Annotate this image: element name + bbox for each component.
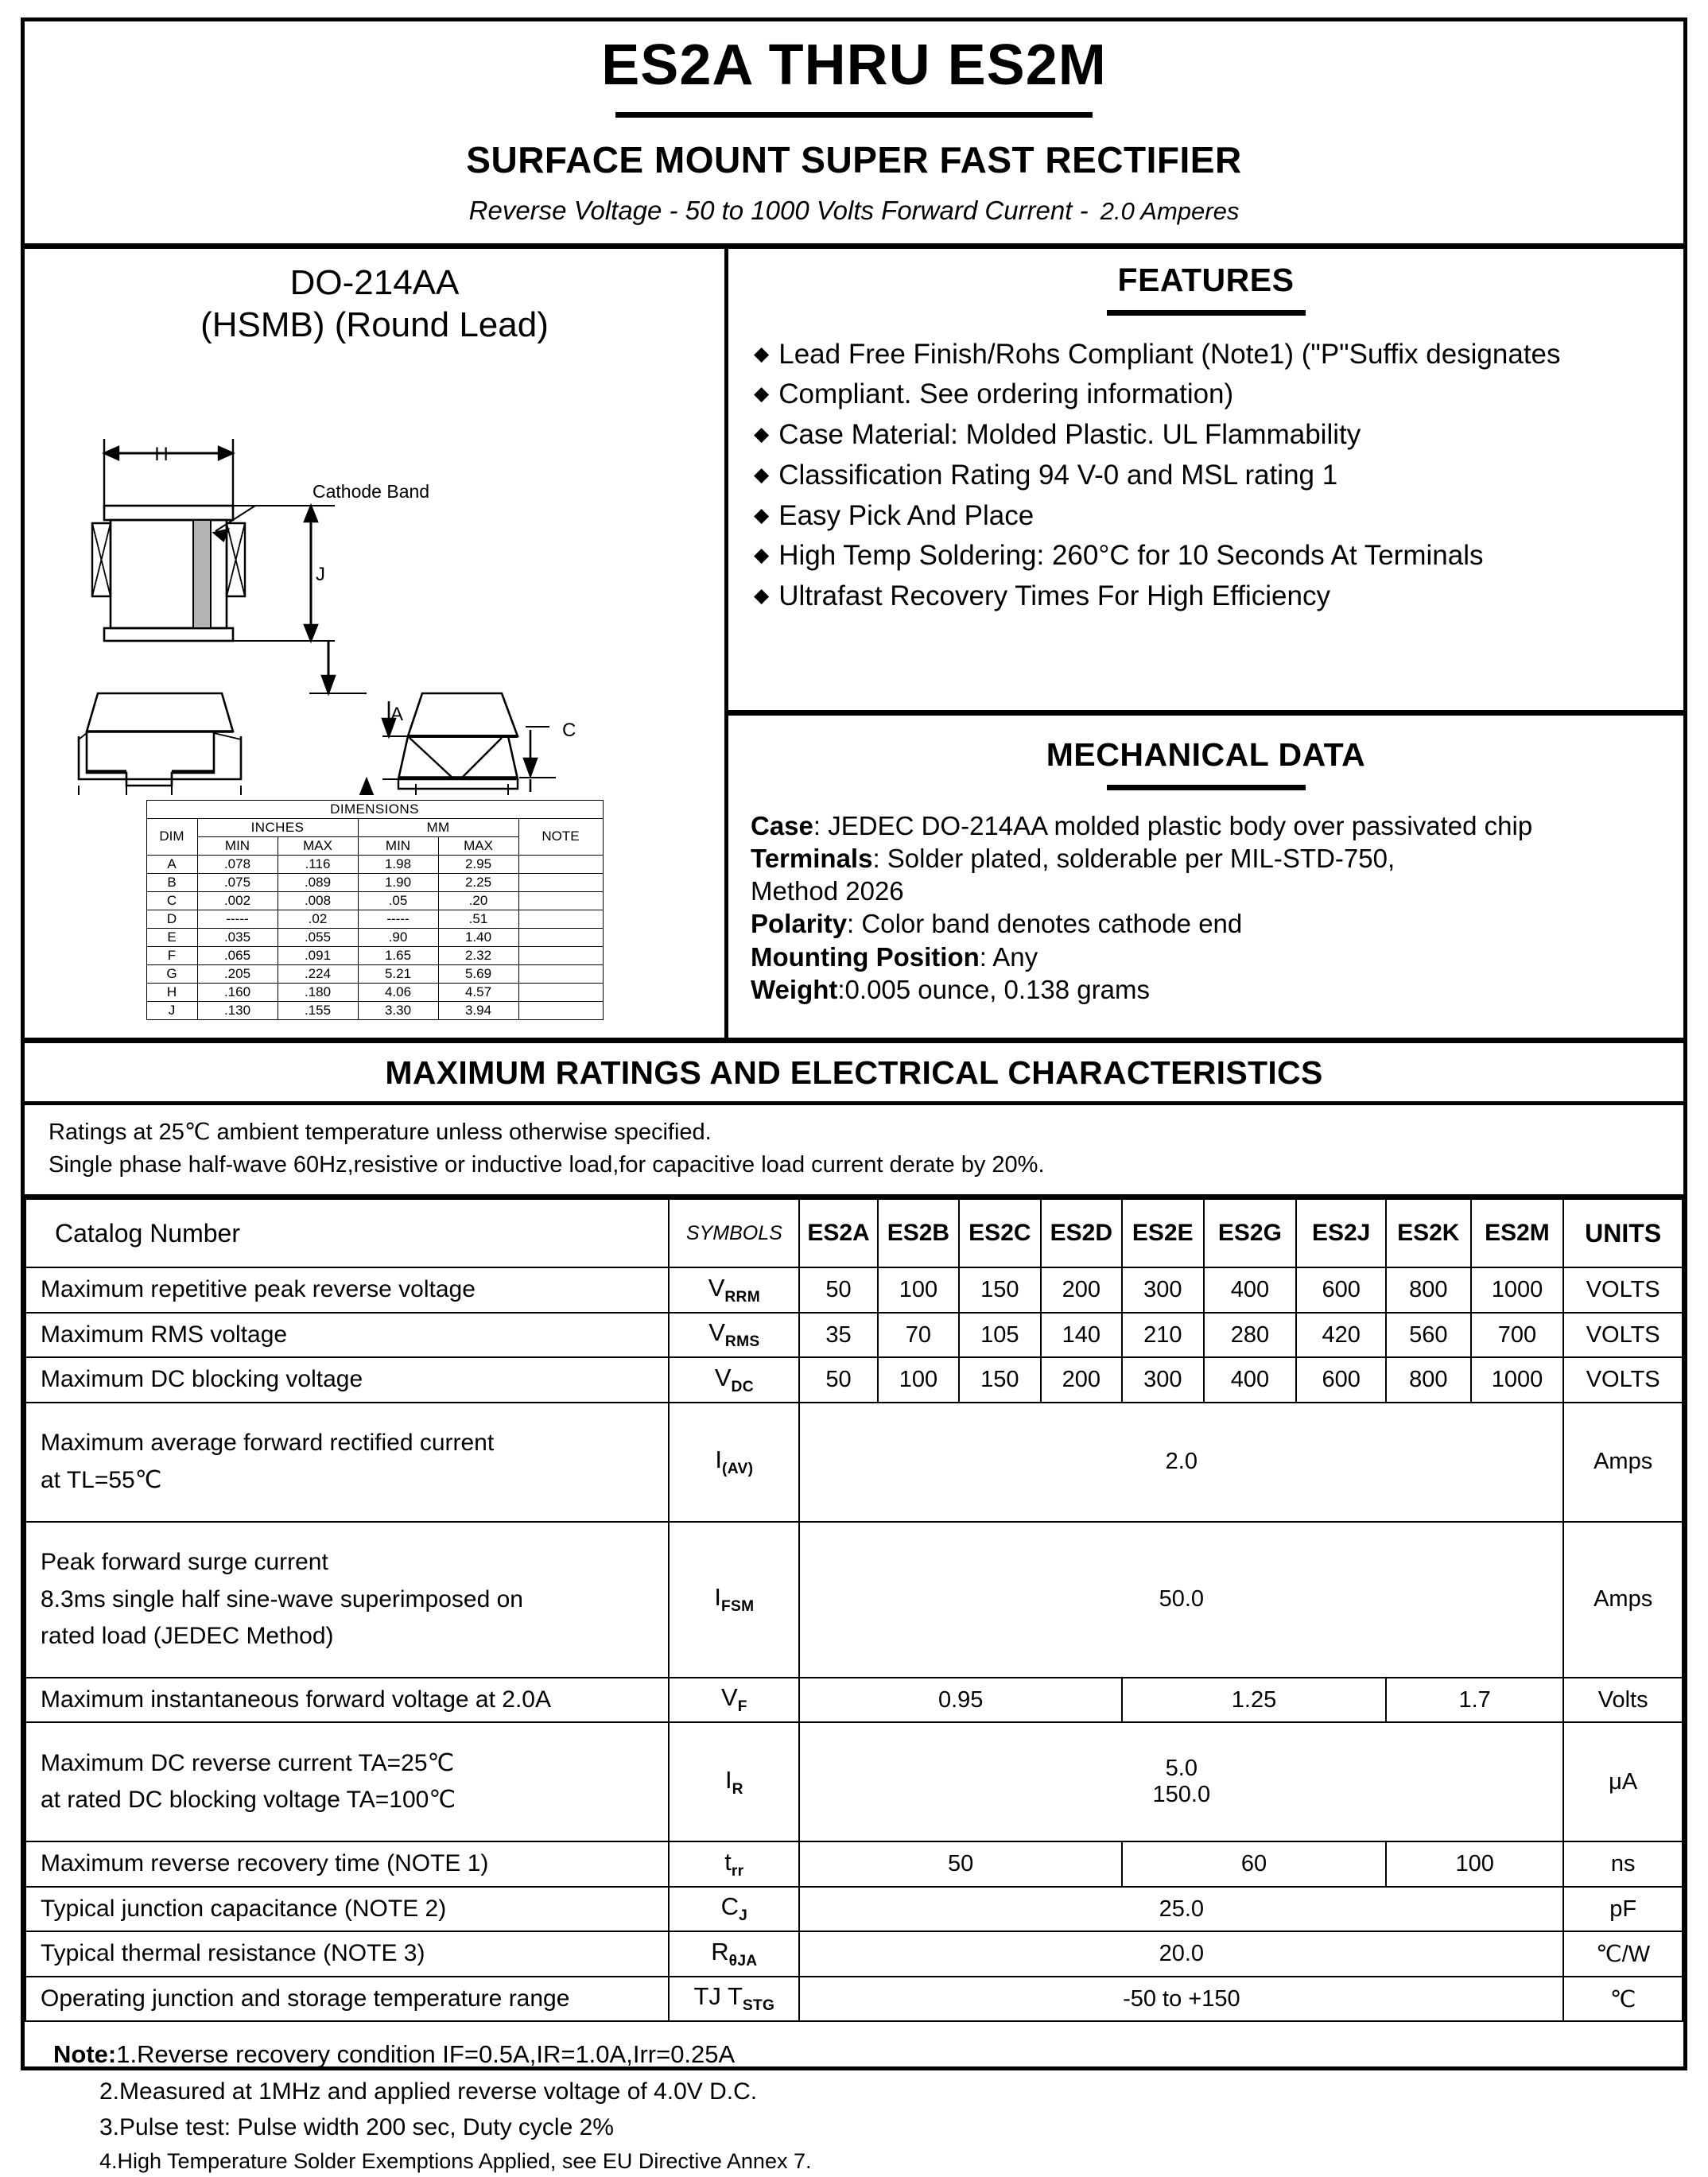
part-header-es2a: ES2A — [799, 1199, 877, 1267]
dim-label-J: J — [316, 563, 325, 585]
symbol-main: V — [708, 1318, 725, 1347]
catalog-number-header: Catalog Number — [25, 1199, 669, 1267]
diamond-bullet-icon: ◆ — [754, 544, 770, 567]
part-header-es2d: ES2D — [1041, 1199, 1122, 1267]
table-row — [25, 1522, 1683, 1678]
list-item — [751, 576, 1661, 617]
info-column — [728, 249, 1683, 1038]
dim-in-min: .160 — [197, 983, 278, 1001]
mid-section — [25, 249, 1683, 1043]
dim-note — [518, 891, 603, 910]
dim-in-max: .116 — [278, 855, 358, 873]
table-row — [146, 964, 603, 983]
dim-mm-max-header: MAX — [438, 836, 518, 855]
table-row — [146, 946, 603, 964]
diamond-bullet-icon: ◆ — [754, 342, 770, 365]
dim-in-min: .205 — [197, 964, 278, 983]
part-header-es2j: ES2J — [1296, 1199, 1386, 1267]
value-cell: 300 — [1122, 1267, 1203, 1313]
mechanical-line — [751, 842, 1661, 875]
symbol-cell — [669, 1977, 799, 2022]
table-row — [25, 1841, 1683, 1887]
dimensions-table-wrap — [25, 795, 724, 1030]
dim-mm-max: 5.69 — [438, 964, 518, 983]
note-2-text: 2.Measured at 1MHz and applied reverse voltage of 4.0V D.C. — [99, 2078, 758, 2105]
value-cell: 200 — [1041, 1357, 1122, 1403]
dim-col-header: DIM — [146, 818, 197, 855]
list-item — [751, 374, 1661, 415]
symbol-sub: RRM — [724, 1289, 761, 1306]
ratings-tbody — [25, 1199, 1683, 2021]
param-label: Maximum repetitive peak reverse voltage — [25, 1267, 669, 1313]
dim-note — [518, 983, 603, 1001]
dim-key: B — [146, 873, 197, 891]
dim-in-max: .091 — [278, 946, 358, 964]
symbol-main: V — [714, 1363, 732, 1391]
param-line: Peak forward surge current — [41, 1549, 328, 1576]
param-line: 8.3ms single half sine-wave superimposed on — [41, 1585, 523, 1612]
value-cell: 600 — [1296, 1267, 1386, 1313]
dim-in-max: .008 — [278, 891, 358, 910]
unit-cell: Amps — [1563, 1522, 1683, 1678]
unit-cell: Amps — [1563, 1403, 1683, 1522]
table-row — [25, 1977, 1683, 2022]
dim-mm-min: 1.90 — [358, 873, 438, 891]
value-cell: 300 — [1122, 1357, 1203, 1403]
value-cell: 200 — [1041, 1267, 1122, 1313]
header-block — [25, 21, 1683, 249]
value-cell-span: 100 — [1386, 1841, 1563, 1887]
dim-mm-max: 2.32 — [438, 946, 518, 964]
value-cell-span — [799, 1722, 1563, 1841]
dim-in-max: .055 — [278, 928, 358, 946]
part-header-es2c: ES2C — [959, 1199, 1040, 1267]
table-row — [25, 1313, 1683, 1358]
param-label: Maximum DC blocking voltage — [25, 1357, 669, 1403]
dim-key: F — [146, 946, 197, 964]
table-row — [25, 1267, 1683, 1313]
symbol-cell — [669, 1357, 799, 1403]
dim-key: C — [146, 891, 197, 910]
mech-value: : Solder plated, solderable per MIL-STD-750, — [872, 843, 1396, 873]
dim-label-A: A — [390, 703, 404, 725]
table-row — [25, 1403, 1683, 1522]
value-line: 150.0 — [1152, 1782, 1211, 1808]
table-row — [146, 1001, 603, 1019]
table-row — [25, 1931, 1683, 1977]
unit-cell: ℃ — [1563, 1977, 1683, 2022]
value-cell: 560 — [1386, 1313, 1471, 1358]
table-row — [146, 928, 603, 946]
param-label: Operating junction and storage temperature range — [25, 1977, 669, 2022]
feature-text: Case Material: Molded Plastic. UL Flammability — [778, 419, 1361, 451]
dim-inch-min-header: MIN — [197, 836, 278, 855]
symbol-sub: (AV) — [722, 1461, 754, 1478]
table-row — [25, 1678, 1683, 1723]
list-item — [751, 335, 1661, 375]
page-title: ES2A THRU ES2M — [601, 33, 1107, 97]
value-cell-span: 50.0 — [799, 1522, 1563, 1678]
header-subtitle: SURFACE MOUNT SUPER FAST RECTIFIER — [466, 138, 1242, 180]
symbol-cell — [669, 1678, 799, 1723]
dim-mm-min: 1.98 — [358, 855, 438, 873]
dim-in-min: .130 — [197, 1001, 278, 1019]
mech-value: : Color band denotes cathode end — [847, 909, 1243, 939]
symbol-main: TJ T — [693, 1982, 743, 2011]
value-cell: 140 — [1041, 1313, 1122, 1358]
dim-mm-min: 4.06 — [358, 983, 438, 1001]
dim-mm-max: .51 — [438, 910, 518, 928]
param-label: Typical thermal resistance (NOTE 3) — [25, 1931, 669, 1977]
value-cell: 800 — [1386, 1267, 1471, 1313]
part-header-es2k: ES2K — [1386, 1199, 1471, 1267]
value-cell: 50 — [799, 1267, 877, 1313]
value-cell: 150 — [959, 1357, 1040, 1403]
ratings-conditions — [25, 1105, 1683, 1198]
mechanical-line — [751, 973, 1661, 1006]
symbol-cell — [669, 1522, 799, 1678]
mechanical-divider — [1107, 785, 1306, 790]
dim-key: J — [146, 1001, 197, 1019]
features-divider — [1107, 310, 1306, 316]
symbol-sub: J — [739, 1907, 748, 1925]
mech-label: Weight — [751, 974, 838, 1004]
dim-in-max: .155 — [278, 1001, 358, 1019]
mech-value: Method 2026 — [751, 876, 904, 906]
unit-cell: VOLTS — [1563, 1313, 1683, 1358]
dim-key: G — [146, 964, 197, 983]
list-item — [751, 415, 1661, 456]
mech-label: Polarity — [751, 909, 848, 939]
diamond-bullet-icon: ◆ — [754, 584, 770, 607]
symbol-cell — [669, 1931, 799, 1977]
symbol-main: C — [720, 1892, 739, 1921]
note-3-text: 3.Pulse test: Pulse width 200 sec, Duty cycle 2% — [99, 2113, 614, 2140]
dimensions-group-row — [146, 818, 603, 836]
value-cell-span: 20.0 — [799, 1931, 1563, 1977]
dim-key: A — [146, 855, 197, 873]
dim-key: D — [146, 910, 197, 928]
symbol-sub: FSM — [720, 1598, 755, 1616]
dim-in-min: .035 — [197, 928, 278, 946]
mech-label: Terminals — [751, 843, 873, 873]
param-line: at TL=55℃ — [41, 1466, 162, 1493]
dim-in-max: .089 — [278, 873, 358, 891]
mech-value: : JEDEC DO-214AA molded plastic body over passivated chip — [813, 810, 1533, 840]
unit-cell: VOLTS — [1563, 1357, 1683, 1403]
dim-note — [518, 873, 603, 891]
dim-key: H — [146, 983, 197, 1001]
value-cell: 400 — [1204, 1267, 1297, 1313]
value-cell: 280 — [1204, 1313, 1297, 1358]
value-cell-span: 1.7 — [1386, 1678, 1563, 1723]
dim-note — [518, 855, 603, 873]
feature-text: Lead Free Finish/Rohs Compliant (Note1) ("P"Suffix designates — [778, 338, 1561, 370]
value-line: 5.0 — [1165, 1756, 1198, 1782]
symbol-main: V — [721, 1683, 738, 1712]
value-cell: 700 — [1471, 1313, 1564, 1358]
table-row — [25, 1722, 1683, 1841]
mech-value: :0.005 ounce, 0.138 grams — [837, 974, 1150, 1004]
cathode-band-label: Cathode Band — [312, 480, 430, 502]
value-cell: 1000 — [1471, 1267, 1564, 1313]
symbol-main: V — [708, 1273, 725, 1302]
mechanical-heading: MECHANICAL DATA — [1046, 735, 1366, 773]
param-line: Maximum average forward rectified current — [41, 1430, 495, 1457]
table-row — [25, 1357, 1683, 1403]
features-section — [728, 249, 1683, 710]
note-line-1 — [53, 2036, 1683, 2074]
table-row — [146, 910, 603, 928]
value-cell: 420 — [1296, 1313, 1386, 1358]
note-1-text: 1.Reverse recovery condition IF=0.5A,IR=1.0A,Irr=0.25A — [116, 2040, 736, 2069]
dim-in-max: .224 — [278, 964, 358, 983]
value-cell: 1000 — [1471, 1357, 1564, 1403]
symbol-sub: F — [737, 1698, 747, 1716]
dim-mm-max: 2.25 — [438, 873, 518, 891]
ratings-table — [25, 1198, 1683, 2022]
title-divider — [615, 112, 1093, 118]
symbol-cell — [669, 1722, 799, 1841]
value-cell-span: 60 — [1122, 1841, 1386, 1887]
symbol-sub: STG — [742, 1997, 775, 2015]
dim-mm-min: 3.30 — [358, 1001, 438, 1019]
symbol-main: I — [724, 1765, 732, 1794]
notes-section — [25, 2022, 1683, 2177]
mechanical-line — [751, 809, 1661, 842]
dim-mm-max: .20 — [438, 891, 518, 910]
param-line: rated load (JEDEC Method) — [41, 1623, 334, 1650]
value-cell: 600 — [1296, 1357, 1386, 1403]
features-heading: FEATURES — [1117, 261, 1295, 298]
mechanical-data-section — [728, 710, 1683, 1038]
dimensions-table — [146, 800, 604, 1020]
part-header-es2g: ES2G — [1204, 1199, 1297, 1267]
dim-mm-min: ----- — [358, 910, 438, 928]
package-name — [25, 262, 724, 347]
dim-mm-max: 3.94 — [438, 1001, 518, 1019]
package-outline-svg — [25, 350, 728, 795]
feature-text: Compliant. See ordering information) — [778, 378, 1234, 410]
table-row — [146, 873, 603, 891]
part-header-es2b: ES2B — [878, 1199, 959, 1267]
diamond-bullet-icon: ◆ — [754, 382, 770, 406]
symbol-sub: θJA — [728, 1953, 758, 1970]
note-line-3 — [53, 2109, 1683, 2145]
symbol-sub: R — [732, 1780, 743, 1798]
dim-in-min: .078 — [197, 855, 278, 873]
value-cell: 35 — [799, 1313, 877, 1358]
param-label — [25, 1403, 669, 1522]
units-header: UNITS — [1563, 1199, 1683, 1267]
spec-voltage-text: Reverse Voltage - 50 to 1000 Volts Forward Current - — [468, 195, 1096, 225]
dim-in-min: .065 — [197, 946, 278, 964]
symbol-cell — [669, 1313, 799, 1358]
dim-mm-min-header: MIN — [358, 836, 438, 855]
value-cell: 100 — [878, 1357, 959, 1403]
dimensions-caption-row — [146, 800, 603, 818]
dim-mm-min: .90 — [358, 928, 438, 946]
package-name-line2: (HSMB) (Round Lead) — [200, 305, 549, 345]
dim-group-mm: MM — [358, 818, 518, 836]
value-cell: 70 — [878, 1313, 959, 1358]
mech-label: Case — [751, 810, 813, 840]
value-cell: 800 — [1386, 1357, 1471, 1403]
unit-cell: μA — [1563, 1722, 1683, 1841]
dim-note-header: NOTE — [518, 818, 603, 855]
value-cell-span: 2.0 — [799, 1403, 1563, 1522]
dim-in-max: .02 — [278, 910, 358, 928]
value-cell-span: 0.95 — [799, 1678, 1122, 1723]
symbol-cell — [669, 1841, 799, 1887]
list-item — [751, 496, 1661, 537]
unit-cell: pF — [1563, 1887, 1683, 1932]
dim-mm-min: 1.65 — [358, 946, 438, 964]
table-row — [25, 1887, 1683, 1932]
notes-label: Note: — [53, 2040, 117, 2069]
list-item — [751, 456, 1661, 496]
dim-in-min: ----- — [197, 910, 278, 928]
part-header-es2m: ES2M — [1471, 1199, 1564, 1267]
symbol-main: I — [714, 1583, 721, 1612]
dim-note — [518, 1001, 603, 1019]
value-cell: 210 — [1122, 1313, 1203, 1358]
unit-cell: ns — [1563, 1841, 1683, 1887]
feature-text: Easy Pick And Place — [778, 499, 1035, 531]
mech-value: : Any — [979, 941, 1038, 972]
value-cell: 400 — [1204, 1357, 1297, 1403]
dim-in-min: .075 — [197, 873, 278, 891]
list-item — [751, 536, 1661, 576]
param-label: Maximum RMS voltage — [25, 1313, 669, 1358]
value-cell-span: 1.25 — [1122, 1678, 1386, 1723]
dim-mm-max: 4.57 — [438, 983, 518, 1001]
symbol-cell — [669, 1887, 799, 1932]
feature-text: Classification Rating 94 V-0 and MSL rating 1 — [778, 459, 1338, 491]
param-label: Maximum instantaneous forward voltage at 2.0A — [25, 1678, 669, 1723]
ratings-header-row — [25, 1199, 1683, 1267]
diamond-bullet-icon: ◆ — [754, 463, 770, 486]
value-cell-span: 50 — [799, 1841, 1122, 1887]
dim-note — [518, 946, 603, 964]
spec-current-text: 2.0 Amperes — [1100, 196, 1240, 225]
mechanical-line — [751, 875, 1661, 907]
part-header-es2e: ES2E — [1122, 1199, 1203, 1267]
note-4-text: 4.High Temperature Solder Exemptions Applied, see EU Directive Annex 7. — [99, 2148, 812, 2173]
mechanical-line — [751, 907, 1661, 940]
dim-note — [518, 928, 603, 946]
dim-label-H: H — [154, 443, 169, 465]
package-name-line1: DO-214AA — [289, 262, 460, 302]
symbol-sub: DC — [731, 1379, 754, 1396]
table-row — [146, 891, 603, 910]
dimensions-tbody — [146, 800, 603, 1019]
symbol-main: R — [711, 1937, 729, 1966]
dim-mm-min: 5.21 — [358, 964, 438, 983]
table-row — [146, 855, 603, 873]
symbol-cell — [669, 1267, 799, 1313]
unit-cell: ℃/W — [1563, 1931, 1683, 1977]
dim-group-inches: INCHES — [197, 818, 358, 836]
package-drawing — [25, 350, 724, 795]
value-cell-span: 25.0 — [799, 1887, 1563, 1932]
param-label: Maximum reverse recovery time (NOTE 1) — [25, 1841, 669, 1887]
param-line: at rated DC blocking voltage TA=100℃ — [41, 1787, 456, 1814]
value-cell-span: -50 to +150 — [799, 1977, 1563, 2022]
diamond-bullet-icon: ◆ — [754, 503, 770, 526]
package-column — [25, 249, 728, 1038]
param-label — [25, 1522, 669, 1678]
symbol-main: I — [715, 1446, 723, 1474]
dim-mm-min: .05 — [358, 891, 438, 910]
value-cell: 50 — [799, 1357, 877, 1403]
unit-cell: Volts — [1563, 1678, 1683, 1723]
unit-cell: VOLTS — [1563, 1267, 1683, 1313]
symbol-sub: rr — [731, 1863, 744, 1880]
dim-label-C: C — [562, 719, 576, 741]
features-list — [751, 335, 1661, 617]
dim-key: E — [146, 928, 197, 946]
dimensions-caption: DIMENSIONS — [146, 800, 603, 818]
ratings-condition-line2: Single phase half-wave 60Hz,resistive or inductive load,for capacitive load current derate by 20%. — [49, 1152, 1045, 1178]
dim-mm-max: 1.40 — [438, 928, 518, 946]
page-border — [21, 17, 1687, 2173]
symbol-sub: RMS — [724, 1333, 760, 1351]
param-label — [25, 1722, 669, 1841]
symbol-main: t — [724, 1847, 732, 1876]
dim-in-max: .180 — [278, 983, 358, 1001]
value-cell: 150 — [959, 1267, 1040, 1313]
param-line: Maximum DC reverse current TA=25℃ — [41, 1749, 455, 1776]
dim-mm-max: 2.95 — [438, 855, 518, 873]
ratings-condition-line1: Ratings at 25℃ ambient temperature unless otherwise specified. — [49, 1119, 712, 1145]
feature-text: Ultrafast Recovery Times For High Efficiency — [778, 580, 1330, 612]
dim-note — [518, 964, 603, 983]
diamond-bullet-icon: ◆ — [754, 423, 770, 446]
note-line-2 — [53, 2074, 1683, 2109]
feature-text: High Temp Soldering: 260°C for 10 Seconds At Terminals — [778, 540, 1484, 572]
header-spec-line — [25, 196, 1683, 226]
note-line-4 — [53, 2145, 1683, 2177]
symbol-cell — [669, 1403, 799, 1522]
mechanical-line — [751, 941, 1661, 973]
param-label: Typical junction capacitance (NOTE 2) — [25, 1887, 669, 1932]
table-row — [146, 983, 603, 1001]
mech-label: Mounting Position — [751, 941, 980, 972]
dim-in-min: .002 — [197, 891, 278, 910]
ratings-title: MAXIMUM RATINGS AND ELECTRICAL CHARACTERISTICS — [25, 1043, 1683, 1105]
value-cell: 100 — [878, 1267, 959, 1313]
value-cell: 105 — [959, 1313, 1040, 1358]
dim-note — [518, 910, 603, 928]
symbols-header: SYMBOLS — [669, 1199, 799, 1267]
dim-inch-max-header: MAX — [278, 836, 358, 855]
